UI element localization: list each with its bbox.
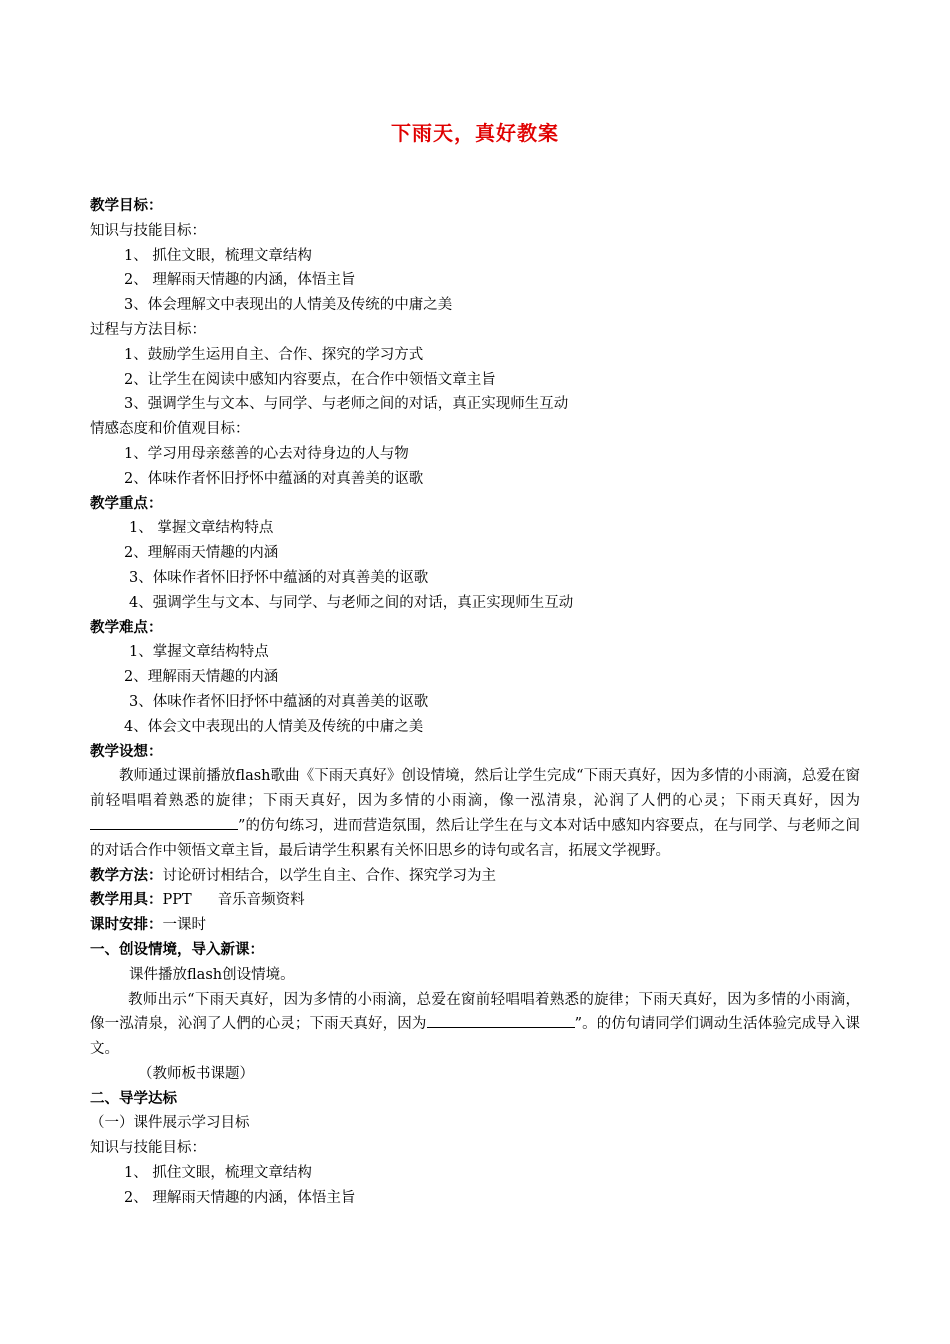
emotion-label: 情感态度和价值观目标： <box>90 421 250 438</box>
schedule-row <box>90 913 860 938</box>
design-text-b: ”的仿句练习，进而营造氛围，然后让学生在与文本对话中感知内容要点，在与同学、与老师之间的对话合作中领悟文章主旨，最后请学生积累有关怀旧思乡的诗句或名言，拓展文学视野。 <box>90 817 860 859</box>
tools-heading: 教学用具： <box>90 892 163 909</box>
tools-ppt: PPT <box>162 892 192 909</box>
section1-p2-a: 教师出示“下雨天真好，因为多情的小雨滴，总爱在窗前轻唱唱着熟悉的旋律；下雨天真好，因为多情的小雨滴，像一泓清泉，沁润了人們的心灵；下雨天真好，因为 <box>90 991 860 1033</box>
tools-row <box>90 888 860 913</box>
list-item: 1、掌握文章结构特点 <box>129 644 269 661</box>
list-item: 2、让学生在阅读中感知内容要点，在合作中领悟文章主旨 <box>124 371 496 388</box>
list-item: 2、 理解雨天情趣的内涵，体悟主旨 <box>124 272 356 289</box>
list-item: 2、 理解雨天情趣的内涵，体悟主旨 <box>124 1189 356 1206</box>
list-item: 1、 抓住文眼，梳理文章结构 <box>124 1165 312 1182</box>
design-paragraph <box>90 764 860 863</box>
section1-p3: （教师板书课题） <box>138 1065 254 1082</box>
schedule-heading: 课时安排： <box>90 917 163 934</box>
process-label: 过程与方法目标： <box>90 321 206 338</box>
fill-blank <box>90 815 238 830</box>
list-item: 4、强调学生与文本、与同学、与老师之间的对话，真正实现师生互动 <box>129 594 574 611</box>
method-text: 讨论研讨相结合，以学生自主、合作、探究学习为主 <box>162 867 496 884</box>
list-item: 1、 掌握文章结构特点 <box>129 520 274 537</box>
list-item: 3、体味作者怀旧抒怀中蕴涵的对真善美的讴歌 <box>129 569 429 586</box>
schedule-text: 一课时 <box>162 917 206 934</box>
list-item: 2、理解雨天情趣的内涵 <box>124 545 279 562</box>
difficulties-heading: 教学难点： <box>90 619 163 636</box>
list-item: 1、 抓住文眼，梳理文章结构 <box>124 247 312 264</box>
list-item: 4、体会文中表现出的人情美及传统的中庸之美 <box>124 718 424 735</box>
list-item: 3、强调学生与文本、与同学、与老师之间的对话，真正实现师生互动 <box>124 396 569 413</box>
section1-p2 <box>90 988 860 1062</box>
list-item: 3、体味作者怀旧抒怀中蕴涵的对真善美的讴歌 <box>129 693 429 710</box>
tools-text: 音乐音频资料 <box>217 892 305 909</box>
method-row <box>90 864 860 889</box>
list-item: 2、理解雨天情趣的内涵 <box>124 669 279 686</box>
section1-p1: 课件播放flash创设情境。 <box>129 966 295 983</box>
list-item: 1、学习用母亲慈善的心去对待身边的人与物 <box>124 445 409 462</box>
section2-sub: （一）课件展示学习目标 <box>90 1115 250 1132</box>
section2-label: 知识与技能目标： <box>90 1140 206 1157</box>
list-item: 3、体会理解文中表现出的人情美及传统的中庸之美 <box>124 297 453 314</box>
design-text-a: 教师通过课前播放flash歌曲《下雨天真好》创设情境，然后让学生完成“下雨天真好，因为多情的小雨滴，总爱在窗前轻唱唱着熟悉的旋律；下雨天真好，因为多情的小雨滴，像一泓清泉，沁润了人們的心灵；下雨天真好，因为 <box>90 768 860 810</box>
key-points-heading: 教学重点： <box>90 495 163 512</box>
knowledge-label: 知识与技能目标： <box>90 222 206 239</box>
goals-heading: 教学目标： <box>90 198 163 214</box>
section1-p2-b: ”。的仿句请同学们调动生活体验完成导入课文。 <box>90 1016 860 1058</box>
fill-blank <box>427 1013 575 1028</box>
design-heading: 教学设想： <box>90 743 163 760</box>
method-heading: 教学方法： <box>90 867 163 884</box>
list-item: 2、体味作者怀旧抒怀中蕴涵的对真善美的讴歌 <box>124 470 424 487</box>
page-title: 下雨天，真好教案 <box>391 121 559 145</box>
document-body <box>90 194 860 1211</box>
section2-heading: 二、导学达标 <box>90 1090 177 1107</box>
section1-heading: 一、创设情境，导入新课： <box>90 941 264 958</box>
list-item: 1、鼓励学生运用自主、合作、探究的学习方式 <box>124 346 424 363</box>
